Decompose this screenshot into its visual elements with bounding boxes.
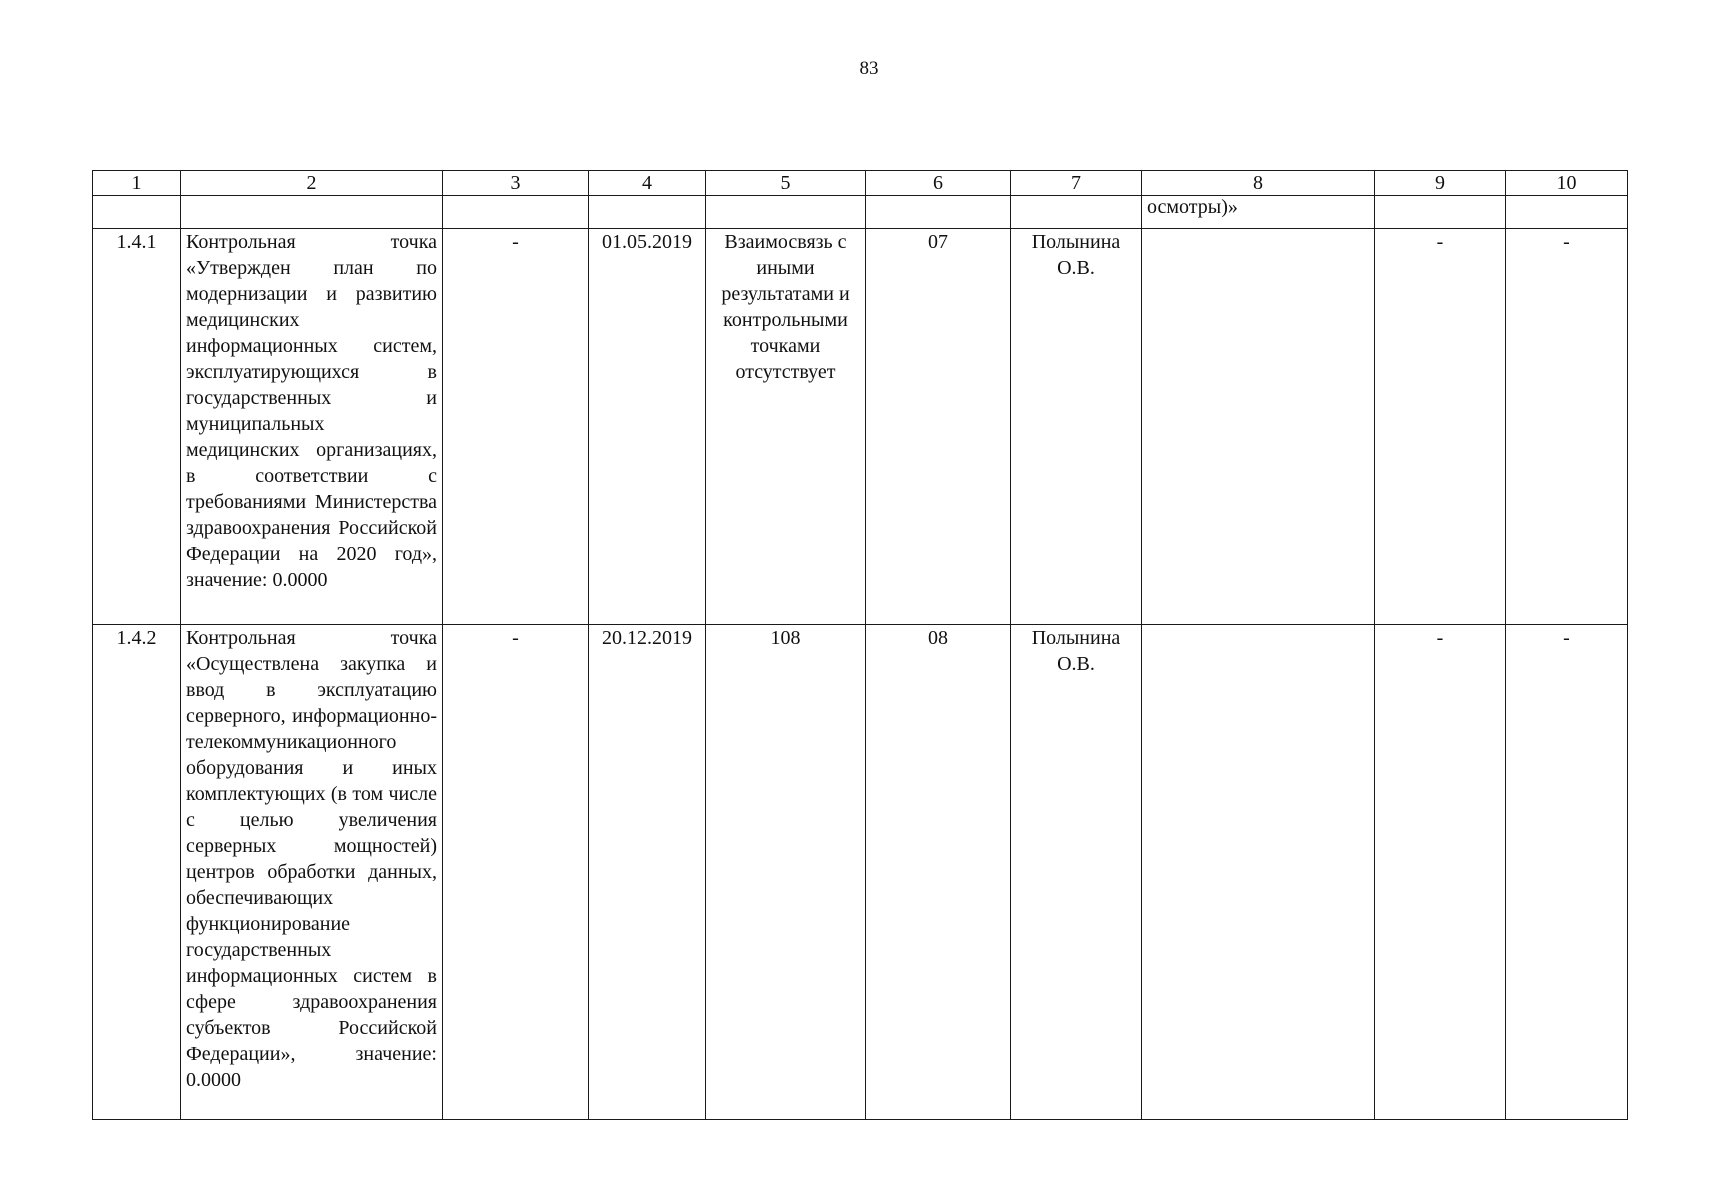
cell-col3: - [443,229,589,625]
cell-col8 [1142,229,1375,625]
column-header: 10 [1506,171,1628,196]
relationship-cell: 108 [706,625,866,1120]
column-header: 6 [866,171,1011,196]
column-header: 4 [589,171,706,196]
column-header: 7 [1011,171,1142,196]
checkpoint-date: 20.12.2019 [589,625,706,1120]
row-number: 1.4.1 [93,229,181,625]
cell-col6: 08 [866,625,1011,1120]
column-header: 3 [443,171,589,196]
cell-col3: - [443,625,589,1120]
cell-col6: 07 [866,229,1011,625]
table-row [93,625,1628,1120]
column-number-row [93,171,1628,196]
responsible-person: Полынина О.В. [1011,229,1142,625]
column-header: 9 [1375,171,1506,196]
row-number: 1.4.2 [93,625,181,1120]
plan-table [92,170,1628,1120]
cell-col9: - [1375,625,1506,1120]
column-header: 5 [706,171,866,196]
cell-col10: - [1506,625,1628,1120]
column-header: 2 [181,171,443,196]
continuation-text: осмотры)» [1142,196,1375,229]
responsible-person: Полынина О.В. [1011,625,1142,1120]
cell-col9: - [1375,229,1506,625]
continuation-row [93,196,1628,229]
column-header: 1 [93,171,181,196]
cell-col10: - [1506,229,1628,625]
checkpoint-description: Контрольная точка «Утвержден план по модернизации и развитию медицинских информационных систем, эксплуатирующихся в государственных и муниципальных медицинских организациях, в соответствии с требованиями Министерства здравоохранения Российской Федерации на 2020 год», значение: 0.0000 [181,229,443,625]
checkpoint-date: 01.05.2019 [589,229,706,625]
table-row [93,229,1628,625]
cell-col8 [1142,625,1375,1120]
page-number: 83 [859,58,879,79]
column-header: 8 [1142,171,1375,196]
checkpoint-description: Контрольная точка «Осуществлена закупка и ввод в эксплуатацию серверного, информационно-телекоммуникационного оборудования и иных комплектующих (в том числе с целью увеличения серверных мощностей) центров обработки данных, обеспечивающих функционирование государственных информационных систем в сфере здравоохранения субъектов Российской Федерации», значение: 0.0000 [181,625,443,1120]
relationship-cell: Взаимосвязь с иными результатами и контрольными точками отсутствует [706,229,866,625]
